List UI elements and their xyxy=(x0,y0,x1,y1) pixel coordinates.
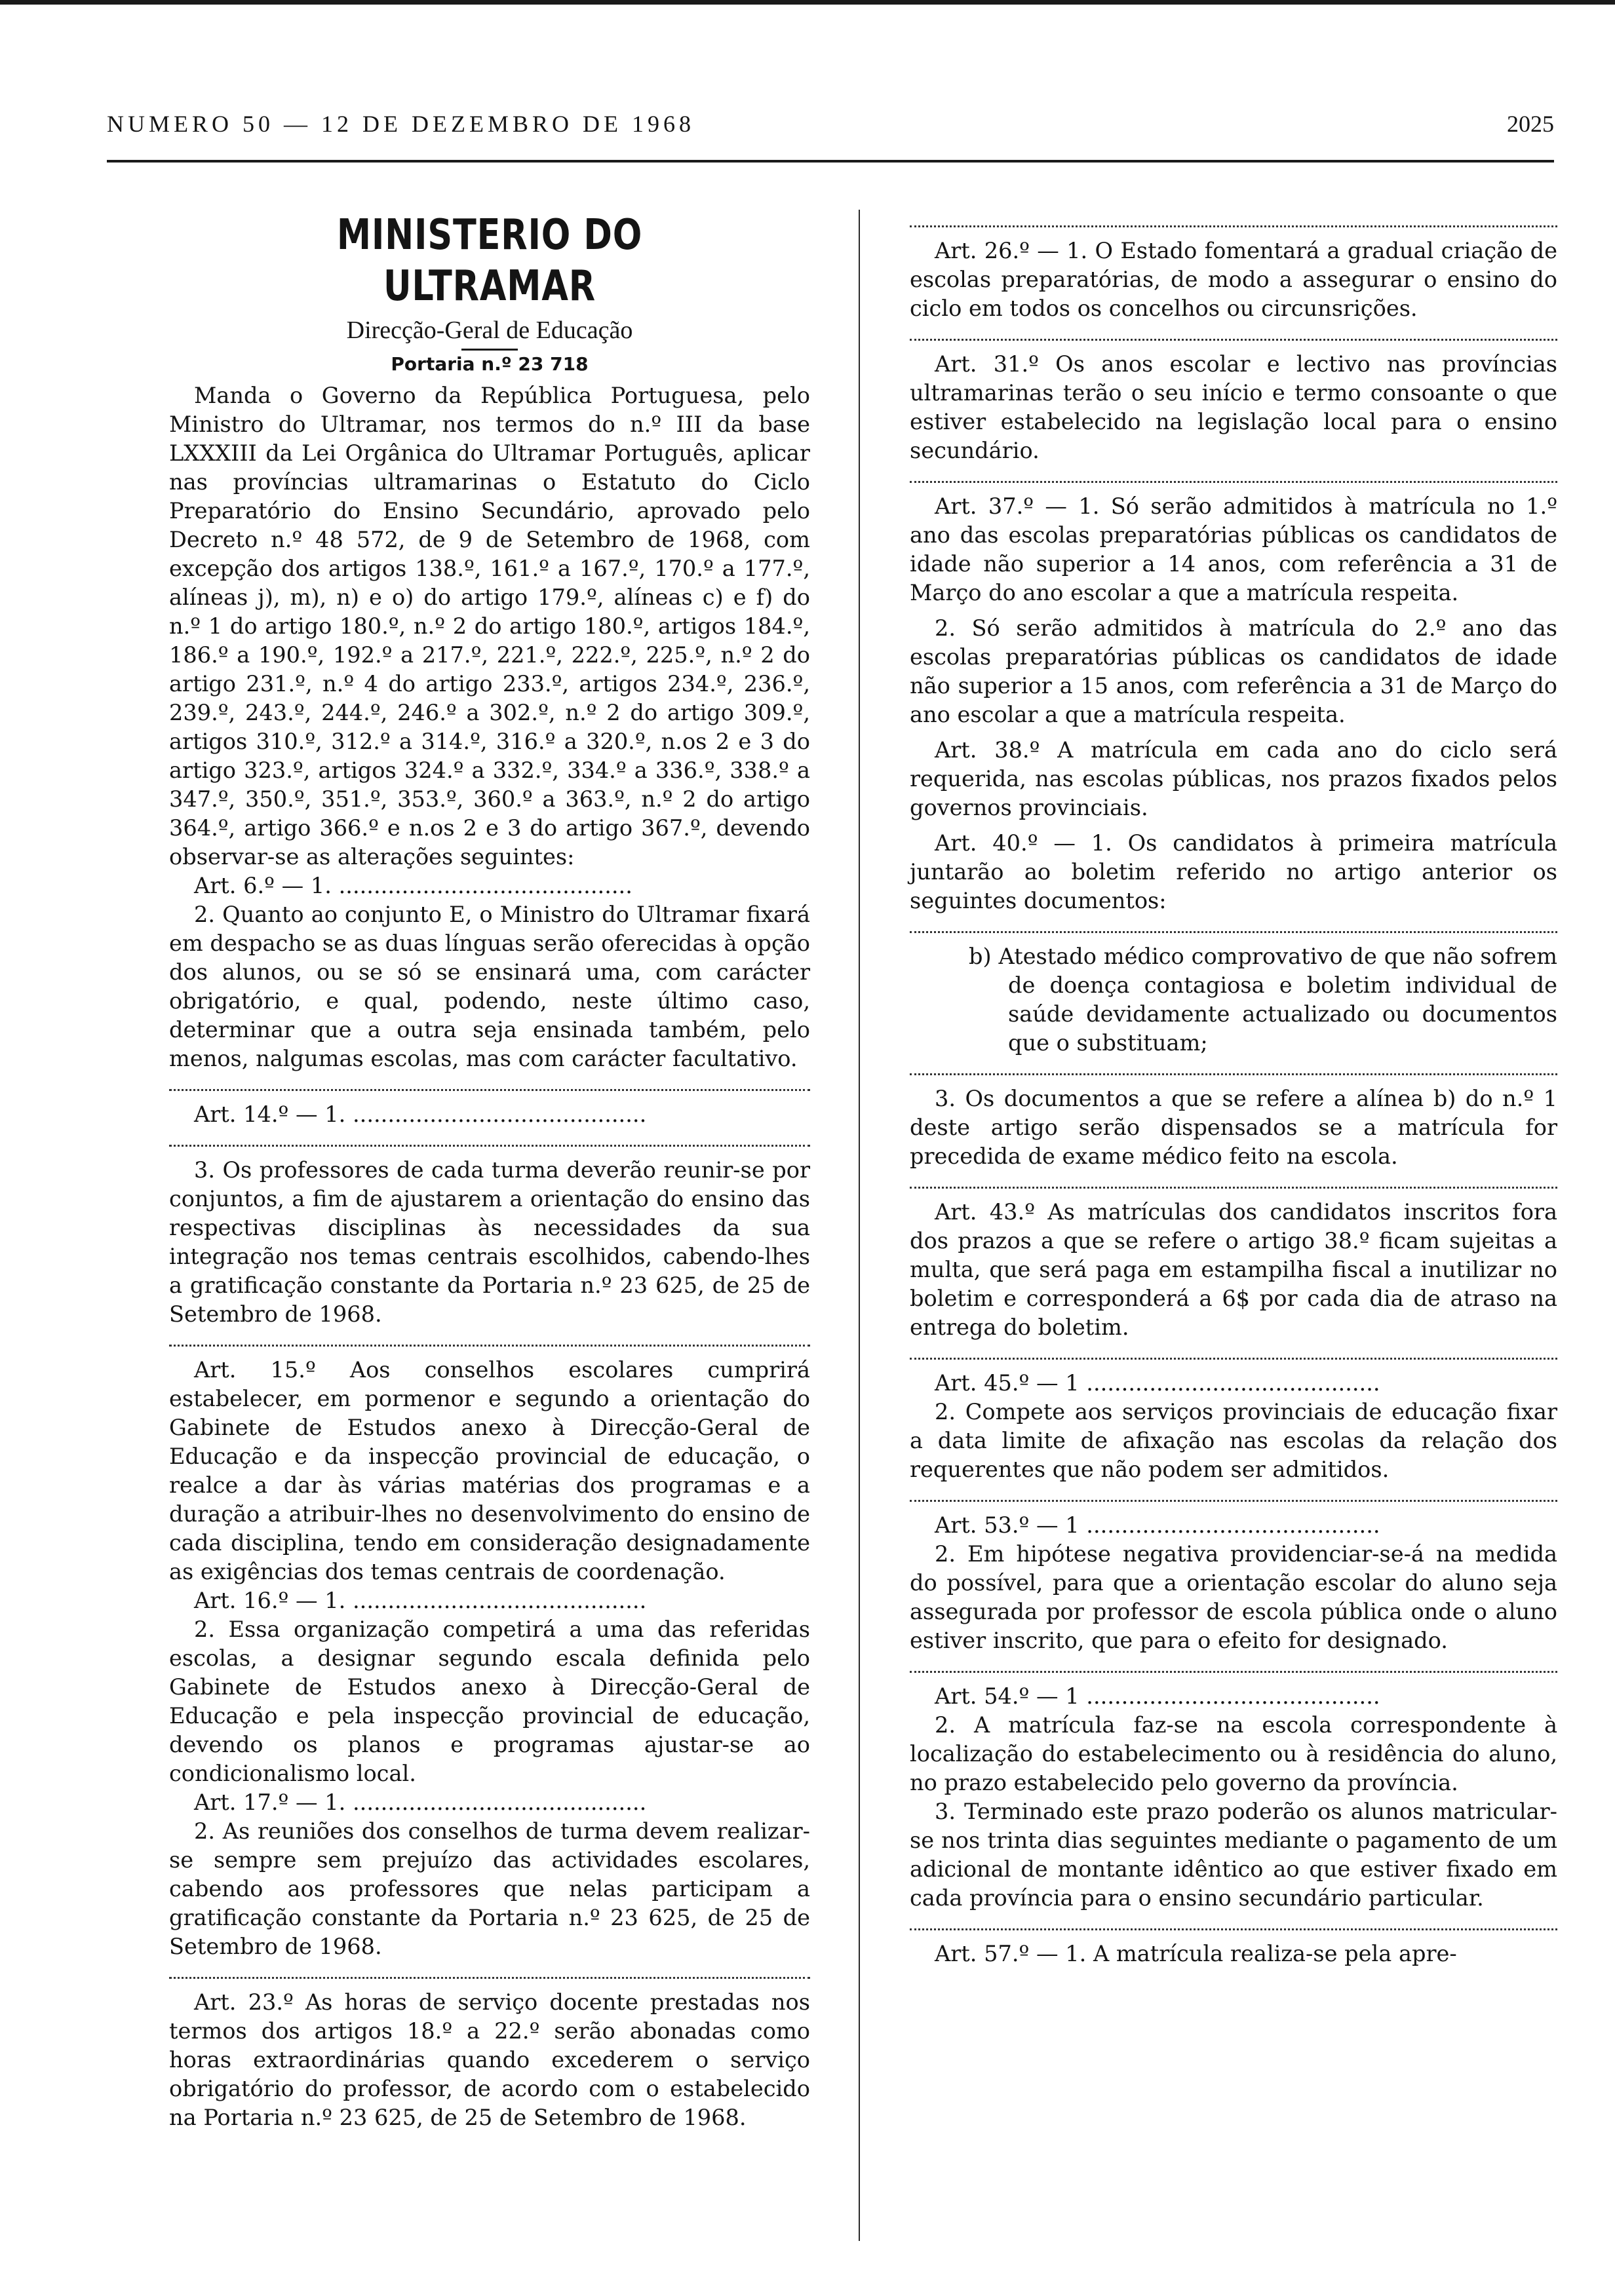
paragraph: 2. Quanto ao conjunto E, o Ministro do Ultramar fixará em despacho se as duas línguas serão oferecidas à opção dos alunos, ou se só se ensinará uma, com carácter obrigatório, e qual, podendo, neste último caso, determinar que a outra seja ensinada também, pelo menos, nalgumas escolas, mas com carácter facultativo. xyxy=(169,902,810,1071)
dotted-separator xyxy=(910,1491,1557,1502)
paragraph: Manda o Governo da República Portuguesa, pelo Ministro do Ultramar, nos termos do n.º III da base LXXXIII da Lei Orgânica do Ultramar Português, aplicar nas províncias ultramarinas o Estatuto do Ciclo Preparatório do Ensino Secundário, aprovado pelo Decreto n.º 48 572, de 9 de Setembro de 1968, com excepção dos artigos 138.º, 161.º a 167.º, 170.º a 177.º, alíneas j), m), n) e o) do artigo 179.º, alíneas c) e f) do n.º 1 do artigo 180.º, n.º 2 do artigo 180.º, artigos 184.º, 186.º a 190.º, 192.º a 217.º, 221.º, 222.º, 225.º, n.º 2 do artigo 231.º, n.º 4 do artigo 233.º, artigos 234.º, 236.º, 239.º, 243.º, 244.º, 246.º a 302.º, n.º 2 do artigo 309.º, artigos 310.º, 312.º a 314.º, 316.º a 320.º, n.os 2 e 3 do artigo 323.º, artigos 324.º a 332.º, 334.º a 336.º, 338.º a 347.º, 350.º, 351.º, 353.º, 360.º a 363.º, n.º 2 do artigo 364.º, artigo 366.º e n.os 2 e 3 do artigo 367.º, devendo observar-se as alterações seguintes: xyxy=(169,383,810,870)
paragraph: Art. 40.º — 1. Os candidatos à primeira matrícula juntarão ao boletim referido no artigo anterior os seguintes documentos: xyxy=(910,830,1557,913)
dotted-separator xyxy=(169,1136,810,1147)
paragraph: Art. 23.º As horas de serviço docente prestadas nos termos dos artigos 18.º a 22.º serão abonadas como horas extraordinárias quando excederem o serviço obrigatório do professor, de acordo com o estabelecido na Portaria n.º 23 625, de 25 de Setembro de 1968. xyxy=(169,1989,810,2130)
issue-date: NUMERO 50 — 12 DE DEZEMBRO DE 1968 xyxy=(107,111,695,137)
paragraph: Art. 43.º As matrículas dos candidatos inscritos fora dos prazos a que se refere o artigo 38.º ficam sujeitas a multa, que será paga em estampilha fiscal a inutilizar no boletim e corresponderá a 6$ por cada dia de atraso na entrega do boletim. xyxy=(910,1199,1557,1340)
paragraph: 3. Terminado este prazo poderão os alunos matricular-se nos trinta dias seguintes mediante o pagamento de um adicional de montante idêntico ao que estiver fixado em cada província para o ensino secundário particular. xyxy=(910,1799,1557,1911)
paragraph: Art. 57.º — 1. A matrícula realiza-se pela apre- xyxy=(935,1941,1457,1966)
article-line: Art. 53.º — 1 .......................................... xyxy=(935,1512,1380,1538)
article-line: Art. 17.º — 1. .......................................... xyxy=(194,1789,647,1815)
dotted-separator xyxy=(169,1335,810,1347)
dotted-separator xyxy=(910,1064,1557,1075)
dotted-separator xyxy=(910,1177,1557,1189)
top-border xyxy=(0,0,1615,5)
dotted-separator xyxy=(910,472,1557,483)
right-column xyxy=(910,210,1557,2280)
paragraph: 3. Os professores de cada turma deverão reunir-se por conjuntos, a fim de ajustarem a orientação do ensino das respectivas disciplinas às necessidades da sua integração nos temas centrais escolhidos, cabendo-lhes a gratificação constante da Portaria n.º 23 625, de 25 de Setembro de 1968. xyxy=(169,1157,810,1327)
dotted-separator xyxy=(910,1919,1557,1930)
article-line: Art. 6.º — 1. .......................................... xyxy=(194,873,632,898)
article-line: Art. 54.º — 1 .......................................... xyxy=(935,1683,1380,1709)
dotted-separator xyxy=(910,216,1557,227)
paragraph: 2. As reuniões dos conselhos de turma devem realizar-se sempre sem prejuízo das actividades escolares, cabendo aos professores que nelas participam a gratificação constante da Portaria n.º 23 625, de 25 de Setembro de 1968. xyxy=(169,1818,810,1959)
paragraph: Art. 15.º Aos conselhos escolares cumprirá estabelecer, em pormenor e segundo a orientação do Gabinete de Estudos anexo à Direcção-Geral de Educação e da inspecção provincial de educação, o realce a dar às várias matérias dos programas e a duração a atribuir-lhes no desenvolvimento do ensino de cada disciplina, tendo em consideração designadamente as exigências dos temas centrais de coordenação. xyxy=(169,1357,810,1584)
article-line: Art. 14.º — 1. .......................................... xyxy=(194,1101,647,1127)
paragraph: Art. 38.º A matrícula em cada ano do ciclo será requerida, nas escolas públicas, nos prazos fixados pelos governos provinciais. xyxy=(910,737,1557,820)
title-rule xyxy=(461,349,518,351)
paragraph: 2. Só serão admitidos à matrícula do 2.º ano das escolas preparatórias públicas os candidatos de idade não superior a 15 anos, com referência a 31 de Março do ano escolar a que a matrícula respeita. xyxy=(910,615,1557,727)
paragraph: Art. 26.º — 1. O Estado fomentará a gradual criação de escolas preparatórias, de modo a assegurar o ensino do ciclo em todos os concelhos ou circunsrições. xyxy=(910,238,1557,321)
paragraph: 2. Em hipótese negativa providenciar-se-á na medida do possível, para que a orientação escolar do aluno seja assegurada por professor de escola pública onde o aluno estiver inscrito, que para o efeito for designado. xyxy=(910,1541,1557,1653)
page-number: 2025 xyxy=(1507,111,1554,137)
column-divider xyxy=(859,210,860,2241)
paragraph: 3. Os documentos a que se refere a alínea b) do n.º 1 deste artigo serão dispensados se a matrícula for precedida de exame médico feito na escola. xyxy=(910,1086,1557,1169)
section-header xyxy=(169,210,810,375)
paragraph: Art. 31.º Os anos escolar e lectivo nas províncias ultramarinas terão o seu início e termo consoante o que estiver estabelecido na legislação local para o ensino secundário. xyxy=(910,351,1557,463)
dotted-separator xyxy=(910,1662,1557,1673)
header-rule xyxy=(107,160,1554,163)
portaria-number: Portaria n.º 23 718 xyxy=(391,353,589,375)
dotted-separator xyxy=(169,1080,810,1091)
paragraph: 2. A matrícula faz-se na escola correspondente à localização do estabelecimento ou à residência do aluno, no prazo estabelecido pelo governo da província. xyxy=(910,1712,1557,1795)
ministry-title: MINISTERIO DO ULTRAMAR xyxy=(336,211,643,311)
article-line: Art. 16.º — 1. .......................................... xyxy=(194,1588,647,1613)
paragraph: 2. Compete aos serviços provinciais de educação fixar a data limite de afixação nas escolas da relação dos requerentes que não podem ser admitidos. xyxy=(910,1399,1557,1482)
running-head xyxy=(107,110,1554,149)
directorate-title: Direcção-Geral de Educação xyxy=(346,316,633,344)
dotted-separator xyxy=(169,1968,810,1979)
dotted-separator xyxy=(910,922,1557,933)
paragraph: 2. Essa organização competirá a uma das referidas escolas, a designar segundo escala definida pelo Gabinete de Estudos anexo à Direcção-Geral de Educação e pela inspecção provincial de educação, devendo os planos e programas ajustar-se ao condicionalismo local. xyxy=(169,1617,810,1786)
dotted-separator xyxy=(910,1349,1557,1360)
article-line: Art. 45.º — 1 .......................................... xyxy=(935,1370,1380,1396)
list-item: b) Atestado médico comprovativo de que não sofrem de doença contagiosa e boletim individual de saúde devidamente actualizado ou documentos que o substituam; xyxy=(969,944,1557,1056)
paragraph: Art. 37.º — 1. Só serão admitidos à matrícula no 1.º ano das escolas preparatórias públicas os candidatos de idade não superior a 14 anos, com referência a 31 de Março do ano escolar a que a matrícula respeita. xyxy=(910,493,1557,605)
left-column xyxy=(169,210,810,2280)
dotted-separator xyxy=(910,330,1557,341)
